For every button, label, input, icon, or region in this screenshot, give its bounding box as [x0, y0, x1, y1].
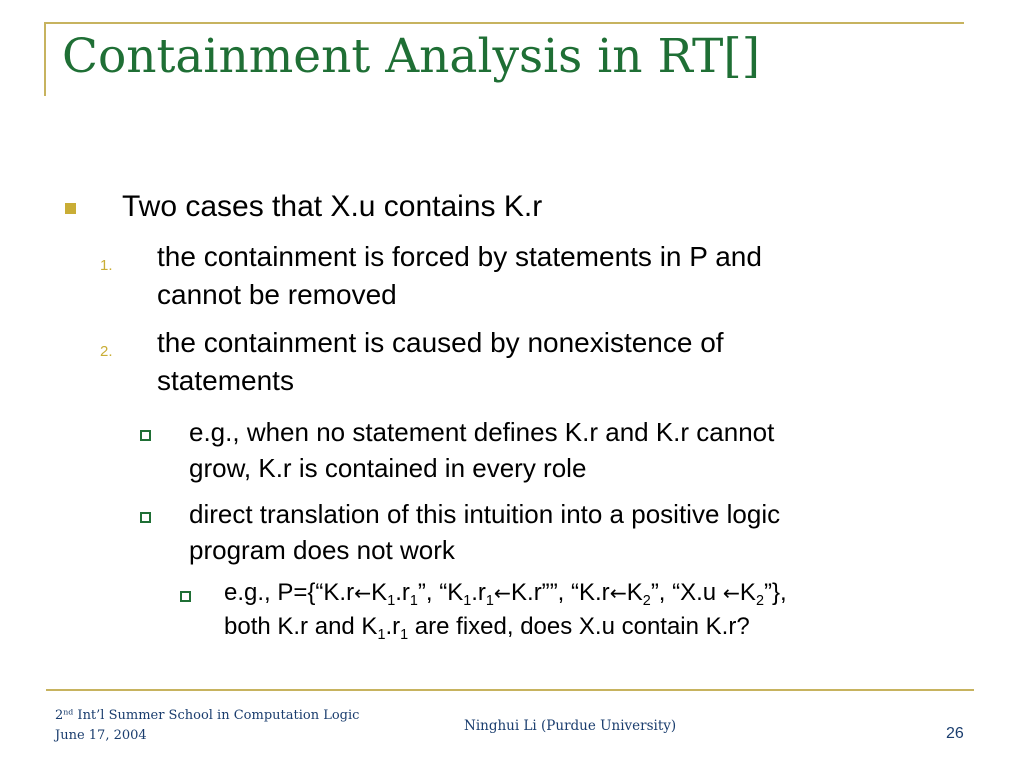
hollow-square-icon	[140, 512, 151, 523]
footer-date: June 17, 2004	[55, 728, 147, 743]
numbered-item-1-line-1: the containment is forced by statements in P and	[157, 241, 762, 272]
bottom-rule	[46, 689, 974, 691]
numbered-item-1-line-2: cannot be removed	[157, 279, 397, 310]
sub-bullet-1-line-1: e.g., when no statement defines K.r and K.r cannot	[189, 417, 775, 447]
number-marker-1: 1.	[100, 257, 113, 274]
example-line-2: both K.r and $K_1.r_1$ are fixed, does X.u contain K.r?	[224, 613, 750, 644]
footer-author: Ninghui Li (Purdue University)	[464, 718, 677, 734]
bullet-main: Two cases that X.u contains K.r	[122, 190, 543, 223]
hollow-square-icon	[180, 591, 191, 602]
numbered-item-2-line-2: statements	[157, 365, 294, 396]
page-number: 26	[946, 725, 964, 742]
example-line-1: e.g., $P=\{“K.r\leftarrow K_1.r_1$”, “$K_1.r_1\leftarrow K.r$””, “$K.r\leftarrow K_2$”, “X.u $\leftarrow K_2$”},	[224, 579, 787, 610]
sub-bullet-1-line-2: grow, K.r is contained in every role	[189, 453, 587, 483]
hollow-square-icon	[140, 430, 151, 441]
numbered-item-2-line-1: the containment is caused by nonexistence of	[157, 327, 724, 358]
slide-title: Containment Analysis in RT[]	[62, 29, 761, 84]
sub-bullet-2-line-2: program does not work	[189, 535, 455, 565]
number-marker-2: 2.	[100, 343, 113, 360]
sub-bullet-2-line-1: direct translation of this intuition into a positive logic	[189, 499, 781, 529]
bullet-square-icon	[65, 203, 76, 214]
footer-event	[55, 706, 359, 746]
footer-event-name: 2nd Int’l Summer School in Computation Logic	[55, 707, 360, 723]
